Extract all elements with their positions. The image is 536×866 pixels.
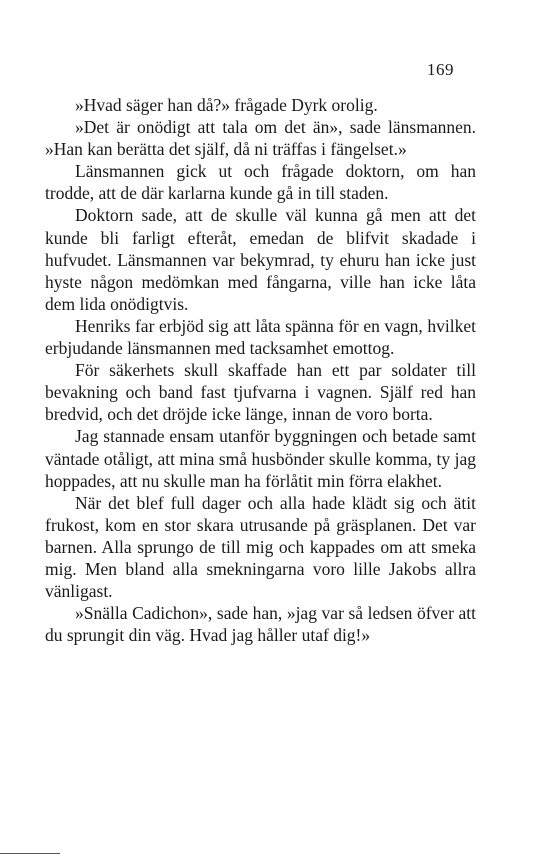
paragraph: Jag stannade ensam utanför byggningen och betade samt väntade otåligt, att mina små husbönder skulle komma, ty jag hoppades, att nu skulle man ha förlåtit min förra elakhet. [45, 426, 476, 491]
paragraph: Henriks far erbjöd sig att låta spänna för en vagn, hvilket erbjudande länsmannen med tacksamhet emottog. [45, 315, 476, 359]
paragraph: »Snälla Cadichon», sade han, »jag var så ledsen öfver att du sprungit din väg. Hvad jag håller utaf dig!» [45, 603, 476, 646]
page-number: 169 [427, 60, 454, 79]
body-text [45, 94, 476, 646]
paragraph: För säkerhets skull skaffade han ett par soldater till bevakning och band fast tjufvarna i vagnen. Själf red han bredvid, och det dröjde icke länge, innan de voro borta. [45, 360, 476, 425]
paragraph: När det blef full dager och alla hade klädt sig och ätit frukost, kom en stor skara utrusande på gräsplanen. Det var barnen. Alla sprungo de till mig och kappades om att smeka mig. Men bland alla smekningarna voro lille Jakobs allra vänligast. [45, 492, 476, 602]
paragraph: Doktorn sade, att de skulle väl kunna gå men att det kunde bli farligt efteråt, emedan de blifvit skadade i hufvudet. Länsmannen var bekymrad, ty ehuru han icke just hyste någon medömkan med fångarna, ville han icke låta dem lida onödigtvis. [45, 205, 476, 314]
page-edge-mark [0, 853, 60, 854]
paragraph: »Det är onödigt att tala om det än», sade länsmannen. »Han kan berätta det själf, då ni träffas i fängelset.» [45, 117, 476, 160]
paragraph: Länsmannen gick ut och frågade doktorn, om han trodde, att de där karlarna kunde gå in till staden. [45, 161, 476, 204]
paragraph: »Hvad säger han då?» frågade Dyrk orolig. [75, 95, 378, 115]
